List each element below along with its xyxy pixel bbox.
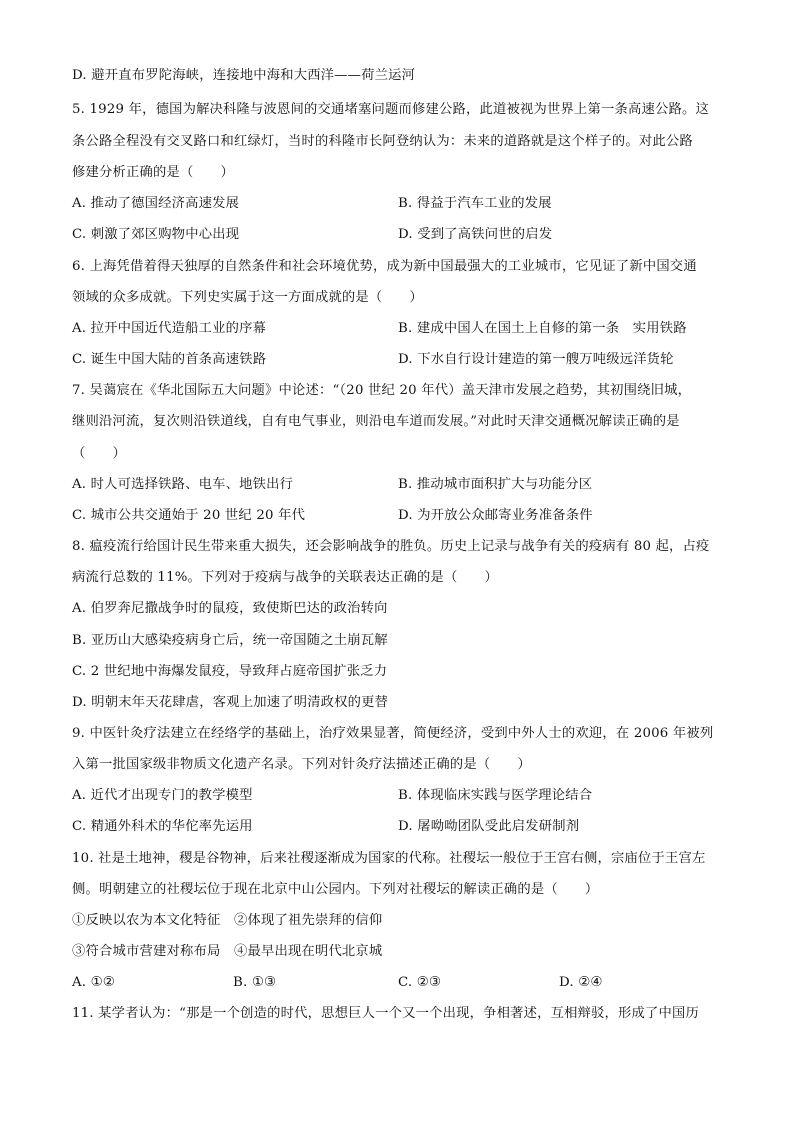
q10-items-line-1: ①反映以农为本文化特征 ②体现了祖先崇拜的信仰 (72, 913, 383, 928)
q10-stem-line-1: 10. 社是土地神，稷是谷物神，后来社稷逐渐成为国家的代称。社稷坛一般位于王宫右侧，宗庙位于王宫左 (72, 851, 706, 866)
q10-option-a: A. ①② (72, 975, 115, 990)
q5-option-d: D. 受到了高铁问世的启发 (398, 227, 553, 242)
q8-option-b: B. 亚历山大感染疫病身亡后，统一帝国随之土崩瓦解 (72, 633, 388, 648)
q9-option-b: B. 体现临床实践与医学理论结合 (398, 788, 593, 803)
q7-stem-line-2: 继则沿河流，复次则沿铁道线，自有电气事业，则沿电车道而发展。”对此时天津交通概况解读正确的是 (72, 414, 680, 429)
q6-option-a: A. 拉开中国近代造船工业的序幕 (72, 321, 267, 336)
q9-option-a: A. 近代才出现专门的教学模型 (72, 788, 253, 803)
q5-option-c: C. 刺激了郊区购物中心出现 (72, 227, 240, 242)
q6-stem-line-1: 6. 上海凭借着得天独厚的自然条件和社会环境优势，成为新中国最强大的工业城市，它见证了新中国交通 (72, 259, 697, 274)
q7-option-d: D. 为开放公众邮寄业务准备条件 (398, 508, 593, 523)
q10-option-c: C. ②③ (398, 975, 441, 990)
q5-option-b: B. 得益于汽车工业的发展 (398, 196, 552, 211)
q6-option-d: D. 下水自行设计建造的第一艘万吨级远洋货轮 (398, 352, 674, 367)
q5-stem-line-2: 条公路全程没有交叉路口和红绿灯，当时的科隆市长阿登纳认为：未来的道路就是这个样子的。对此公路 (72, 134, 693, 149)
q8-option-d: D. 明朝末年天花肆虐，客观上加速了明清政权的更替 (72, 695, 389, 710)
q10-option-b: B. ①③ (233, 975, 277, 990)
q7-option-c: C. 城市公共交通始于 20 世纪 20 年代 (72, 508, 306, 523)
q6-stem-line-2: 领域的众多成就。下列史实属于这一方面成就的是（ ） (72, 290, 423, 305)
q11-stem-line-1: 11. 某学者认为：“那是一个创造的时代，思想巨人一个又一个出现，争相著述，互相辩驳，形成了中国历 (72, 1006, 700, 1021)
q8-option-c: C. 2 世纪地中海爆发鼠疫，导致拜占庭帝国扩张乏力 (72, 664, 388, 679)
q10-option-d: D. ②④ (559, 975, 603, 990)
q8-stem-line-1: 8. 瘟疫流行给国计民生带来重大损失，还会影响战争的胜负。历史上记录与战争有关的疫病有 80 起，占疫 (72, 539, 710, 554)
q7-option-a: A. 时人可选择铁路、电车、地铁出行 (72, 477, 294, 492)
q9-stem-line-1: 9. 中医针灸疗法建立在经络学的基础上，治疗效果显著，简便经济，受到中外人士的欢迎，在 2006 年被列 (72, 726, 714, 741)
q7-stem-line-1: 7. 吴蔼宸在《华北国际五大问题》中论述：“（20 世纪 20 年代）盖天津市发展之趋势，其初围绕旧城， (72, 383, 692, 398)
q6-option-c: C. 诞生中国大陆的首条高速铁路 (72, 352, 267, 367)
q5-stem-line-1: 5. 1929 年，德国为解决科隆与波恩间的交通堵塞问题而修建公路，此道被视为世界上第一条高速公路。这 (72, 102, 709, 117)
q8-option-a: A. 伯罗奔尼撒战争时的鼠疫，致使斯巴达的政治转向 (72, 601, 388, 616)
q9-option-c: C. 精通外科术的华佗率先运用 (72, 819, 253, 834)
q6-option-b: B. 建成中国人在国土上自修的第一条 实用铁路 (398, 321, 687, 336)
q10-stem-line-2: 侧。明朝建立的社稷坛位于现在北京中山公园内。下列对社稷坛的解读正确的是（ ） (72, 882, 599, 897)
q5-option-a: A. 推动了德国经济高速发展 (72, 196, 240, 211)
q9-option-d: D. 屠呦呦团队受此启发研制剂 (398, 819, 580, 834)
q8-stem-line-2: 病流行总数的 11%。下列对于疫病与战争的关联表达正确的是（ ） (72, 570, 498, 585)
q5-stem-line-3: 修建分析正确的是（ ） (72, 165, 234, 180)
q7-stem-line-3: （ ） (72, 446, 126, 461)
q7-option-b: B. 推动城市面积扩大与功能分区 (398, 477, 593, 492)
q4-option-d: D. 避开直布罗陀海峡，连接地中海和大西洋——荷兰运河 (72, 68, 416, 83)
q9-stem-line-2: 入第一批国家级非物质文化遗产名录。下列对针灸疗法描述正确的是（ ） (72, 757, 531, 772)
q10-items-line-2: ③符合城市营建对称布局 ④最早出现在明代北京城 (72, 944, 383, 959)
